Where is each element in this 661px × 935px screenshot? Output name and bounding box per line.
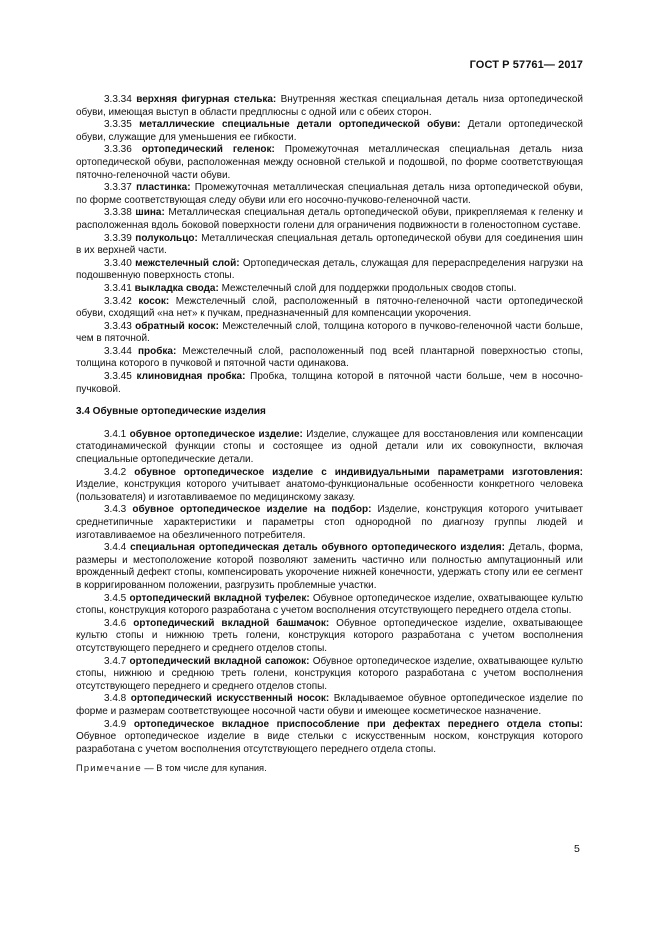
term-number: 3.4.1 xyxy=(104,428,127,440)
term-name: специальная ортопедическая деталь обувного ортопедического изделия: xyxy=(130,542,505,554)
term-text: Внутренняя жесткая специальная деталь низа ортопедической обуви, имеющая выступ в области предплюсны с одной или с обеих сторон. xyxy=(76,94,584,118)
term-name: выкладка свода: xyxy=(134,282,219,294)
term-definition xyxy=(76,182,583,207)
page-number: 5 xyxy=(574,843,580,855)
note xyxy=(76,762,583,775)
term-number: 3.3.45 xyxy=(104,371,132,383)
term-definition xyxy=(76,656,583,694)
term-definition xyxy=(76,296,583,321)
term-number: 3.3.41 xyxy=(104,282,132,294)
term-number: 3.4.5 xyxy=(104,592,127,604)
term-number: 3.4.3 xyxy=(104,504,127,516)
term-definition xyxy=(76,371,583,396)
term-name: полукольцо: xyxy=(135,232,198,244)
term-name: ортопедический геленок: xyxy=(141,144,275,156)
term-text: Межстелечный слой, расположенный под всей плантарной поверхностью стопы, толщина которого в пучковой и пяточной части одинакова. xyxy=(76,345,583,370)
term-definition xyxy=(76,144,583,182)
term-name: обувное ортопедическое изделие на подбор: xyxy=(132,504,372,516)
term-text: Обувное ортопедическое изделие, охватывающее культю стопы, нижнюю и среднюю треть голени, конструкция которого разработана с учетом восполнения отсутствующего переднего и среднего отделов стопы. xyxy=(76,655,584,692)
term-definition xyxy=(76,321,583,346)
term-name: косок: xyxy=(138,295,170,307)
term-text: Межстелечный слой, расположенный в пяточно-геленочной части ортопедической обуви, сходящий «на нет» к пучкам, предназначенный для компенсации укорочения. xyxy=(76,295,584,320)
term-number: 3.4.6 xyxy=(104,617,127,629)
term-text: Пробка, толщина которой в пяточной части больше, чем в носочно-пучковой. xyxy=(76,371,584,395)
term-text: Межстелечный слой для поддержки продольных сводов стопы. xyxy=(218,282,517,294)
term-name: верхняя фигурная стелька: xyxy=(136,94,277,105)
term-text: Промежуточная металлическая специальная деталь низа ортопедической обуви, расположенная между основной стелькой и подошвой, по форме соответствующая пяточно-геленочной части обуви. xyxy=(76,144,583,181)
term-text: Обувное ортопедическое изделие, охватывающее культю стопы, конструкция которого разработана с учетом восполнения отсутствующего переднего отдела стопы. xyxy=(76,592,583,617)
term-name: обувное ортопедическое изделие: xyxy=(129,428,303,440)
term-number: 3.4.8 xyxy=(104,693,127,705)
note-text: — В том числе для купания. xyxy=(141,763,267,774)
terms-list-3-4 xyxy=(76,429,583,756)
term-definition xyxy=(76,233,583,258)
term-definition xyxy=(76,593,583,618)
term-definition xyxy=(76,346,583,371)
document-body xyxy=(76,94,583,775)
term-text: Ортопедическая деталь, служащая для перераспределения нагрузки на подошвенную поверхность стопы. xyxy=(76,257,583,282)
term-number: 3.3.36 xyxy=(104,144,132,156)
term-definition xyxy=(76,719,583,757)
term-text: Обувное ортопедическое изделие в виде стельки с искусственным носком, конструкция которого разработана с учетом восполнения отсутствующего переднего отдела стопы. xyxy=(76,731,583,755)
term-text: Промежуточная металлическая специальная деталь низа ортопедической обуви, по форме соответствующая следу обуви или его носочно-пучково-геленочной части. xyxy=(76,182,584,206)
term-number: 3.3.40 xyxy=(104,257,132,269)
term-text: Изделие, конструкция которого учитывает анатомо-функциональные особенности конкретного человека (пользователя) и изготавливаемое по медицинскому заказу. xyxy=(76,479,583,503)
term-number: 3.3.42 xyxy=(104,295,132,307)
term-text: Изделие, конструкция которого учитывает среднетипичные характеристики и параметры стоп однородной по диагнозу группы людей и изготавливаемое на обезличенного потребителя. xyxy=(76,504,583,541)
term-definition xyxy=(76,618,583,656)
term-number: 3.4.4 xyxy=(104,542,127,554)
term-name: ортопедический вкладной башмачок: xyxy=(133,617,330,629)
term-number: 3.3.39 xyxy=(104,232,132,244)
term-definition xyxy=(76,207,583,232)
term-text: Изделие, служащее для восстановления или компенсации статодинамической функции стопы и состоящее из одной детали или их совокупности, включая специальные ортопедические детали. xyxy=(76,428,584,466)
term-definition xyxy=(76,283,583,296)
term-definition xyxy=(76,542,583,592)
term-definition xyxy=(76,693,583,718)
term-text: Межстелечный слой, толщина которого в пучково-геленочной части больше, чем в пяточной. xyxy=(76,320,583,345)
term-definition xyxy=(76,467,583,505)
term-name: обратный косок: xyxy=(135,320,219,332)
term-name: шина: xyxy=(135,207,165,219)
term-name: ортопедический искусственный носок: xyxy=(130,693,330,705)
term-definition xyxy=(76,504,583,542)
term-name: межстелечный слой: xyxy=(135,257,240,269)
term-number: 3.4.9 xyxy=(104,718,127,730)
term-name: ортопедическое вкладное приспособление при дефектах переднего отдела стопы: xyxy=(133,718,583,730)
standard-code-header: ГОСТ Р 57761— 2017 xyxy=(469,59,583,71)
term-name: клиновидная пробка: xyxy=(136,371,246,383)
term-text: Металлическая специальная деталь ортопедической обуви для соединения шин в их верхней части. xyxy=(76,232,584,257)
term-definition xyxy=(76,258,583,283)
term-name: пластинка: xyxy=(136,182,191,194)
term-number: 3.3.44 xyxy=(104,345,132,357)
term-text: Вкладываемое обувное ортопедическое изделие по форме и размерам соответствующее носочной части обуви и имеющее косметическое назначение. xyxy=(76,693,583,717)
term-number: 3.4.2 xyxy=(104,466,127,478)
term-number: 3.3.35 xyxy=(104,119,132,131)
term-number: 3.3.43 xyxy=(104,320,132,332)
term-number: 3.4.7 xyxy=(104,655,127,667)
terms-list-3-3 xyxy=(76,94,583,396)
term-number: 3.3.37 xyxy=(104,182,132,194)
term-name: пробка: xyxy=(137,345,177,357)
term-name: обувное ортопедическое изделие с индивидуальными параметрами изготовления: xyxy=(134,466,583,478)
term-text: Деталь, форма, размеры и местоположение которой позволяют заменить частично или полностью ампутационный или врожденный дефект стопы, компенсировать укорочение нижней конечности, удержать стопу или ее сегмент в корригированном положении, разгрузить проблемные участки. xyxy=(76,542,583,591)
term-definition xyxy=(76,429,583,467)
term-name: ортопедический вкладной туфелек: xyxy=(129,592,310,604)
section-heading: 3.4 Обувные ортопедические изделия xyxy=(76,406,266,418)
term-definition xyxy=(76,119,583,144)
term-name: ортопедический вкладной сапожок: xyxy=(129,655,310,667)
term-text: Детали ортопедической обуви, служащие для уменьшения ее гибкости. xyxy=(76,119,583,143)
term-number: 3.3.34 xyxy=(104,94,132,105)
note-label: Примечание xyxy=(76,763,142,774)
term-definition xyxy=(76,94,583,119)
term-text: Металлическая специальная деталь ортопедической обуви, прикрепляемая к геленку и расположенная вдоль боковой поверхности голени для ограничения подвижности в голеностопном суставе. xyxy=(76,207,584,231)
term-number: 3.3.38 xyxy=(104,207,132,219)
term-name: металлические специальные детали ортопедической обуви: xyxy=(139,119,461,131)
term-text: Обувное ортопедическое изделие, охватывающее культю стопы и нижнюю треть голени, конструкция которого разработана с учетом восполнения отсутствующего переднего и среднего отделов стопы. xyxy=(76,617,583,654)
